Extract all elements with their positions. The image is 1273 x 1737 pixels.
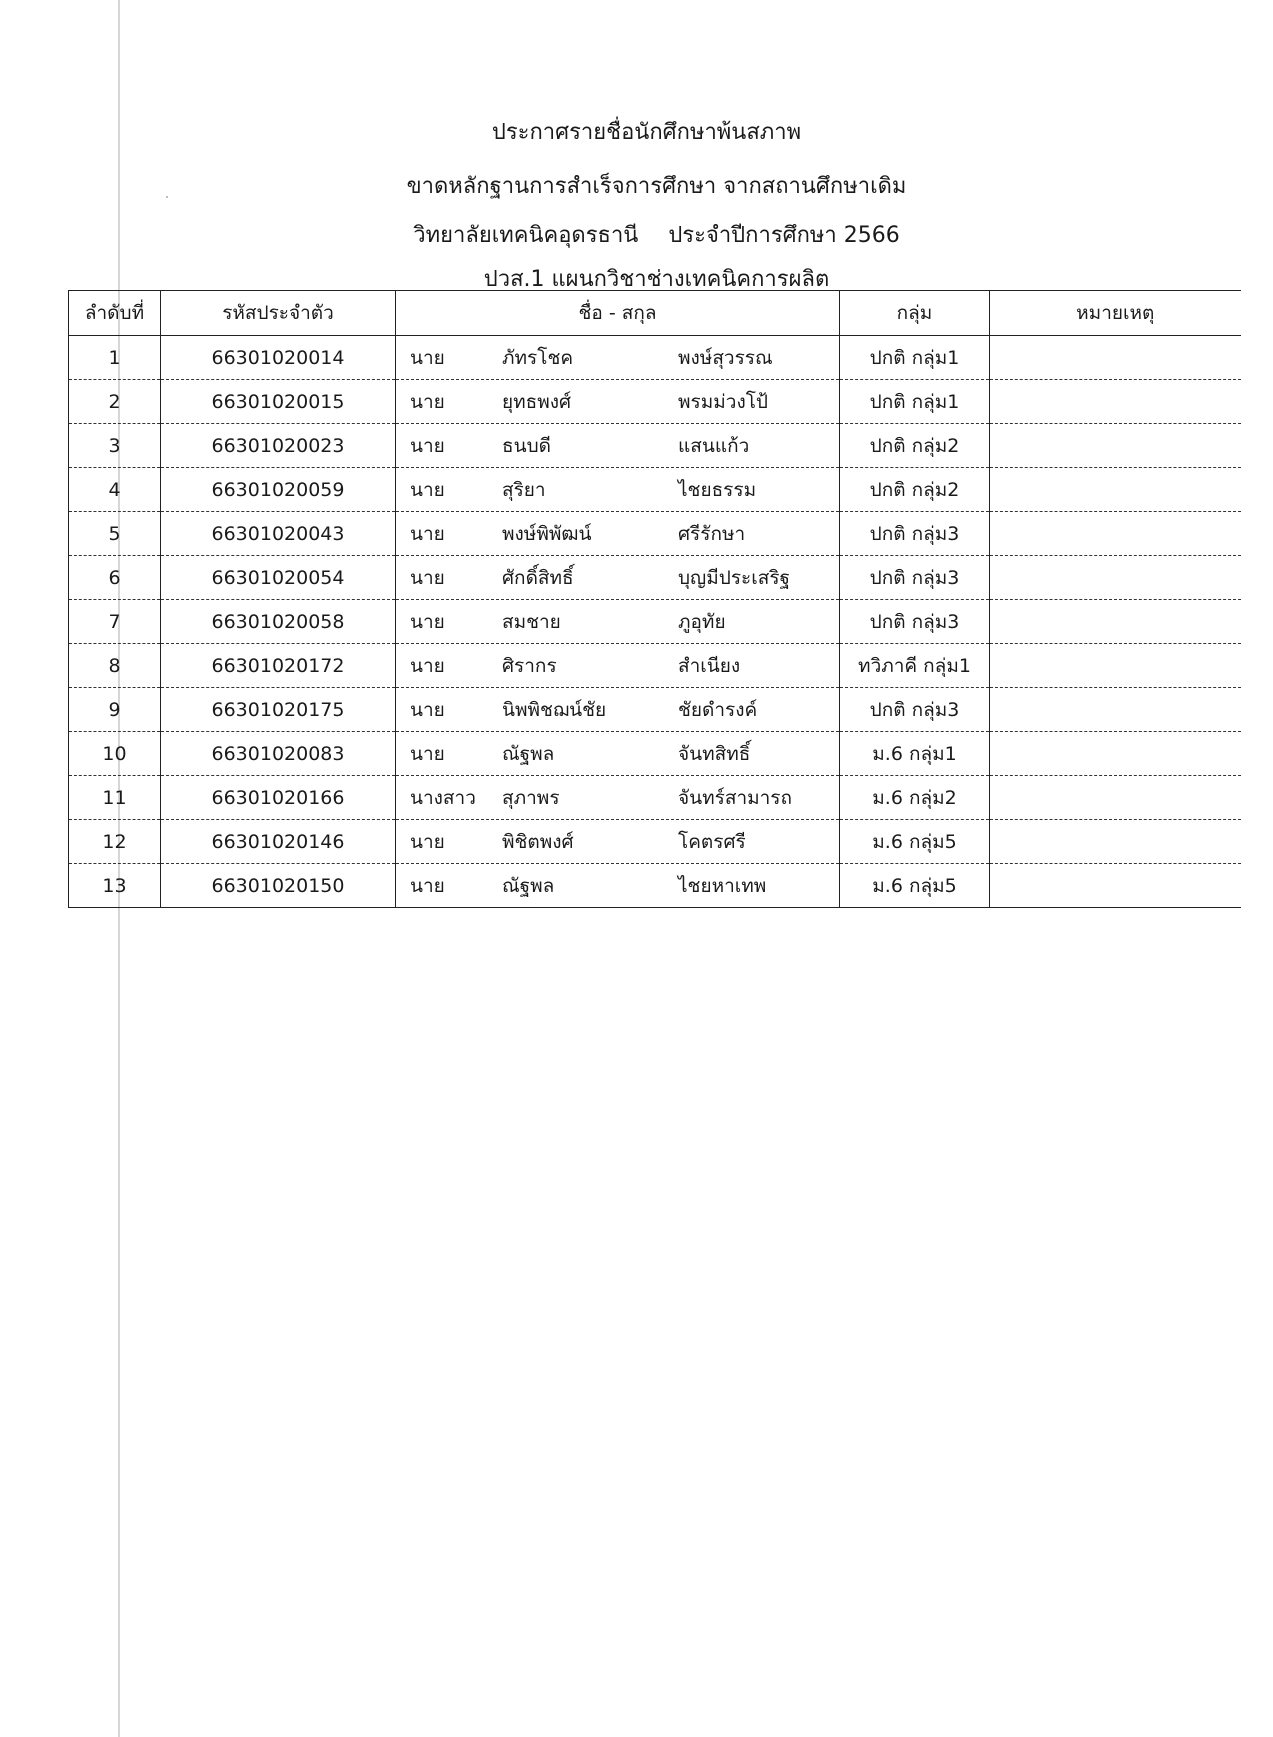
student-id: 66301020014 xyxy=(161,336,396,380)
row-number: 12 xyxy=(69,820,161,864)
last-name: จันทสิทธิ์ xyxy=(678,742,751,765)
name-prefix: นาย xyxy=(410,874,445,897)
table-row xyxy=(69,556,1241,600)
table-row xyxy=(69,600,1241,644)
row-number: 1 xyxy=(69,336,161,380)
name-prefix: นาย xyxy=(410,434,445,457)
first-name: ยุทธพงศ์ xyxy=(502,390,572,413)
first-name: ณัฐพล xyxy=(502,874,555,897)
student-name xyxy=(396,864,840,908)
student-id: 66301020015 xyxy=(161,380,396,424)
remark-cell xyxy=(990,776,1241,820)
college-year-line xyxy=(0,221,1273,251)
student-id: 66301020058 xyxy=(161,600,396,644)
student-id: 66301020023 xyxy=(161,424,396,468)
student-table xyxy=(68,290,1241,908)
row-number: 10 xyxy=(69,732,161,776)
remark-cell xyxy=(990,468,1241,512)
first-name: พิชิตพงศ์ xyxy=(502,830,574,853)
student-group: ม.6 กลุ่ม5 xyxy=(840,864,990,908)
table-header-row xyxy=(69,291,1241,336)
last-name: ชัยดำรงค์ xyxy=(678,698,758,721)
last-name: ศรีรักษา xyxy=(678,522,746,545)
last-name: ไชยหาเทพ xyxy=(678,874,767,897)
col-header-no: ลำดับที่ xyxy=(69,291,161,336)
student-group: ปกติ กลุ่ม1 xyxy=(840,336,990,380)
col-header-note: หมายเหตุ xyxy=(990,291,1241,336)
row-number: 8 xyxy=(69,644,161,688)
student-name xyxy=(396,336,840,380)
first-name: ธนบดี xyxy=(502,434,551,457)
student-name xyxy=(396,776,840,820)
remark-cell xyxy=(990,512,1241,556)
student-id: 66301020175 xyxy=(161,688,396,732)
name-prefix: นาย xyxy=(410,830,445,853)
student-name xyxy=(396,380,840,424)
student-group: ปกติ กลุ่ม1 xyxy=(840,380,990,424)
announcement-title: ประกาศรายชื่อนักศึกษาพ้นสภาพ xyxy=(491,120,802,145)
student-group: ปกติ กลุ่ม3 xyxy=(840,512,990,556)
row-number: 4 xyxy=(69,468,161,512)
name-prefix: นาย xyxy=(410,346,445,369)
student-id: 66301020166 xyxy=(161,776,396,820)
student-id: 66301020146 xyxy=(161,820,396,864)
student-name xyxy=(396,644,840,688)
row-number: 7 xyxy=(69,600,161,644)
row-number: 5 xyxy=(69,512,161,556)
col-header-name: ชื่อ - สกุล xyxy=(396,291,840,336)
first-name: สุริยา xyxy=(502,478,546,501)
remark-cell xyxy=(990,644,1241,688)
academic-year: ประจำปีการศึกษา 2566 xyxy=(668,223,900,248)
student-group: ทวิภาคี กลุ่ม1 xyxy=(840,644,990,688)
student-group: ปกติ กลุ่ม2 xyxy=(840,468,990,512)
table-body xyxy=(69,336,1241,908)
student-group: ม.6 กลุ่ม1 xyxy=(840,732,990,776)
table-row xyxy=(69,820,1241,864)
col-header-code: รหัสประจำตัว xyxy=(161,291,396,336)
table-row xyxy=(69,468,1241,512)
remark-cell xyxy=(990,380,1241,424)
student-name xyxy=(396,820,840,864)
student-group: ปกติ กลุ่ม3 xyxy=(840,556,990,600)
name-prefix: นาย xyxy=(410,566,445,589)
last-name: พรมม่วงโป้ xyxy=(678,390,768,413)
name-prefix: นางสาว xyxy=(410,786,476,809)
last-name: แสนแก้ว xyxy=(678,434,750,457)
row-number: 13 xyxy=(69,864,161,908)
student-group: ปกติ กลุ่ม2 xyxy=(840,424,990,468)
table-row xyxy=(69,512,1241,556)
student-name xyxy=(396,732,840,776)
remark-cell xyxy=(990,820,1241,864)
last-name: สำเนียง xyxy=(678,654,741,677)
last-name: จันทร์สามารถ xyxy=(678,786,793,809)
last-name: ภูอุทัย xyxy=(678,610,726,633)
student-name xyxy=(396,424,840,468)
remark-cell xyxy=(990,336,1241,380)
last-name: โคตรศรี xyxy=(678,830,746,853)
last-name: พงษ์สุวรรณ xyxy=(678,346,773,369)
first-name: พงษ์พิพัฒน์ xyxy=(502,522,592,545)
remark-cell xyxy=(990,424,1241,468)
table-row xyxy=(69,380,1241,424)
table-row xyxy=(69,864,1241,908)
student-name xyxy=(396,688,840,732)
first-name: สมชาย xyxy=(502,610,561,633)
table-row xyxy=(69,688,1241,732)
first-name: ภัทรโชค xyxy=(502,346,574,369)
remark-cell xyxy=(990,864,1241,908)
student-name xyxy=(396,600,840,644)
col-header-group: กลุ่ม xyxy=(840,291,990,336)
row-number: 11 xyxy=(69,776,161,820)
student-group: ปกติ กลุ่ม3 xyxy=(840,600,990,644)
student-name xyxy=(396,468,840,512)
student-group: ปกติ กลุ่ม3 xyxy=(840,688,990,732)
first-name: สุภาพร xyxy=(502,786,560,809)
student-id: 66301020043 xyxy=(161,512,396,556)
name-prefix: นาย xyxy=(410,698,445,721)
remark-cell xyxy=(990,600,1241,644)
announcement-subtitle: ขาดหลักฐานการสำเร็จการศึกษา จากสถานศึกษาเดิม xyxy=(406,174,907,199)
college-name: วิทยาลัยเทคนิคอุดรธานี xyxy=(413,223,639,248)
table-row xyxy=(69,424,1241,468)
table-row xyxy=(69,732,1241,776)
name-prefix: นาย xyxy=(410,522,445,545)
row-number: 3 xyxy=(69,424,161,468)
row-number: 2 xyxy=(69,380,161,424)
student-group: ม.6 กลุ่ม5 xyxy=(840,820,990,864)
student-group: ม.6 กลุ่ม2 xyxy=(840,776,990,820)
table-row xyxy=(69,644,1241,688)
row-number: 9 xyxy=(69,688,161,732)
name-prefix: นาย xyxy=(410,390,445,413)
row-number: 6 xyxy=(69,556,161,600)
last-name: ไชยธรรม xyxy=(678,478,757,501)
student-id: 66301020083 xyxy=(161,732,396,776)
name-prefix: นาย xyxy=(410,610,445,633)
name-prefix: นาย xyxy=(410,742,445,765)
last-name: บุญมีประเสริฐ xyxy=(678,566,791,589)
student-id: 66301020059 xyxy=(161,468,396,512)
remark-cell xyxy=(990,688,1241,732)
department-line: ปวส.1 แผนกวิชาช่างเทคนิคการผลิต xyxy=(483,267,830,292)
name-prefix: นาย xyxy=(410,654,445,677)
table-row xyxy=(69,776,1241,820)
student-id: 66301020054 xyxy=(161,556,396,600)
first-name: ศักดิ์สิทธิ์ xyxy=(502,566,574,589)
student-id: 66301020150 xyxy=(161,864,396,908)
student-id: 66301020172 xyxy=(161,644,396,688)
table-row xyxy=(69,336,1241,380)
first-name: ศิรากร xyxy=(502,654,557,677)
remark-cell xyxy=(990,556,1241,600)
remark-cell xyxy=(990,732,1241,776)
first-name: นิพพิชฌน์ชัย xyxy=(502,698,607,721)
name-prefix: นาย xyxy=(410,478,445,501)
student-name xyxy=(396,556,840,600)
student-name xyxy=(396,512,840,556)
first-name: ณัฐพล xyxy=(502,742,555,765)
